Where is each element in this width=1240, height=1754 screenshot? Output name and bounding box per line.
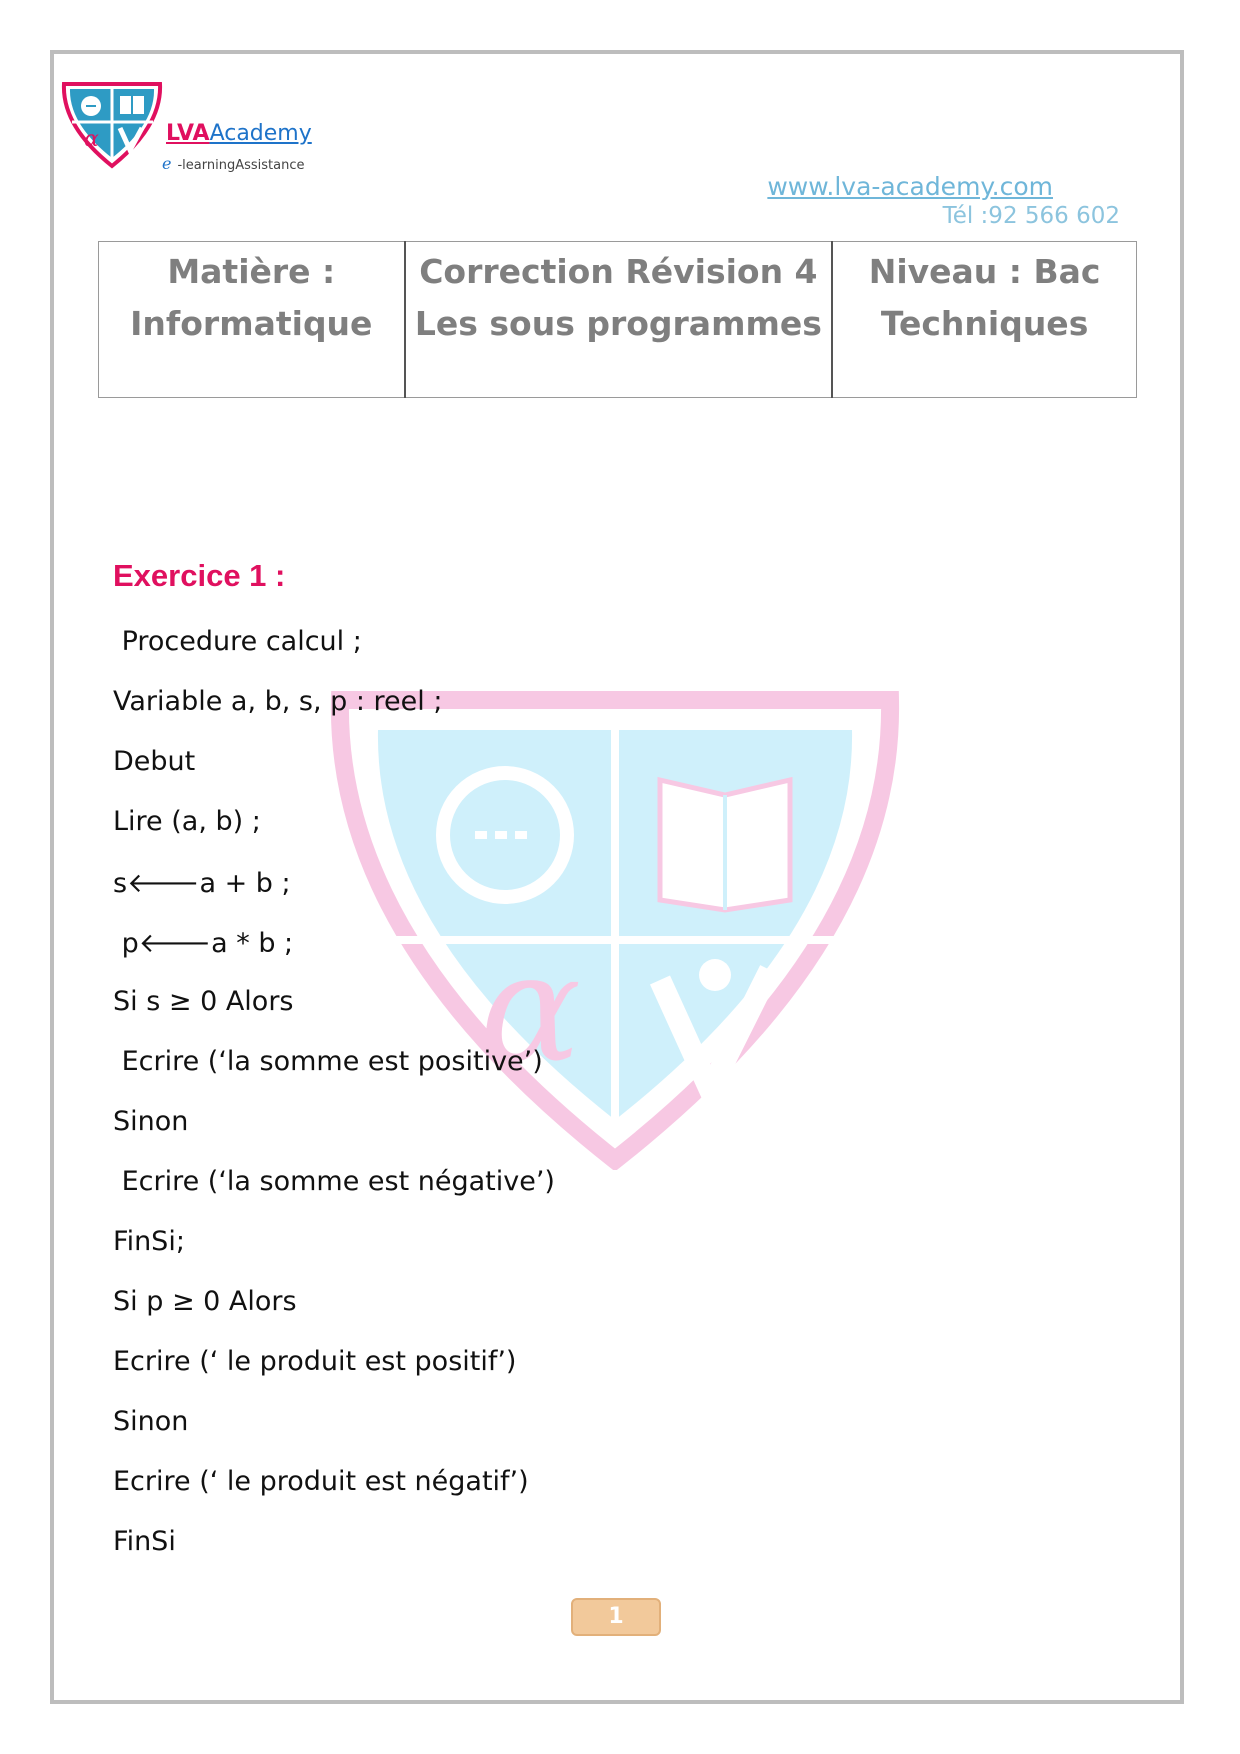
- tagline-text: -learningAssistance: [177, 158, 305, 173]
- code-line: Si s ≥ 0 Alors: [113, 986, 294, 1017]
- code-line: Ecrire (‘ le produit est positif’): [113, 1346, 517, 1377]
- svg-text:α: α: [84, 127, 99, 152]
- title-line-1: Correction Révision 4: [419, 252, 818, 291]
- svg-text:α: α: [480, 922, 582, 1096]
- title-cell: [405, 242, 833, 398]
- level-value: Techniques: [880, 304, 1089, 343]
- subject-cell: [99, 242, 405, 398]
- phone-number: Tél :92 566 602: [942, 203, 1120, 229]
- lva-academy-logo: [58, 80, 166, 170]
- code-line: Ecrire (‘la somme est positive’): [113, 1046, 543, 1077]
- watermark-logo: [330, 690, 900, 1170]
- exercise-title: Exercice 1 :: [113, 558, 286, 593]
- subject-value: Informatique: [130, 304, 373, 343]
- tagline-e: e: [162, 154, 172, 173]
- code-line: Variable a, b, s, p : reel ;: [113, 686, 443, 717]
- code-line: Ecrire (‘ le produit est négatif’): [113, 1466, 529, 1497]
- title-line-2: Les sous programmes: [414, 304, 822, 343]
- subject-label: Matière :: [167, 252, 336, 291]
- code-line: p🡐a * b ;: [113, 928, 294, 959]
- code-line: Sinon: [113, 1406, 189, 1437]
- code-line: Lire (a, b) ;: [113, 806, 261, 837]
- brand-name: [166, 122, 312, 146]
- code-line: s🡐a + b ;: [113, 868, 291, 899]
- level-cell: [832, 242, 1136, 398]
- code-line: Sinon: [113, 1106, 189, 1137]
- code-line: FinSi: [113, 1526, 176, 1557]
- code-line: Si p ≥ 0 Alors: [113, 1286, 297, 1317]
- code-line: Procedure calcul ;: [113, 626, 362, 657]
- brand-academy: Academy: [209, 121, 312, 146]
- code-line: Ecrire (‘la somme est négative’): [113, 1166, 555, 1197]
- brand-tagline: [162, 154, 304, 173]
- brand-lva: LVA: [166, 121, 210, 146]
- website-link[interactable]: www.lva-academy.com: [767, 172, 1053, 201]
- info-table: [98, 241, 1137, 398]
- code-line: FinSi;: [113, 1226, 185, 1257]
- level-label: Niveau : Bac: [868, 252, 1101, 291]
- page-number: 1: [571, 1598, 661, 1636]
- code-line: Debut: [113, 746, 196, 777]
